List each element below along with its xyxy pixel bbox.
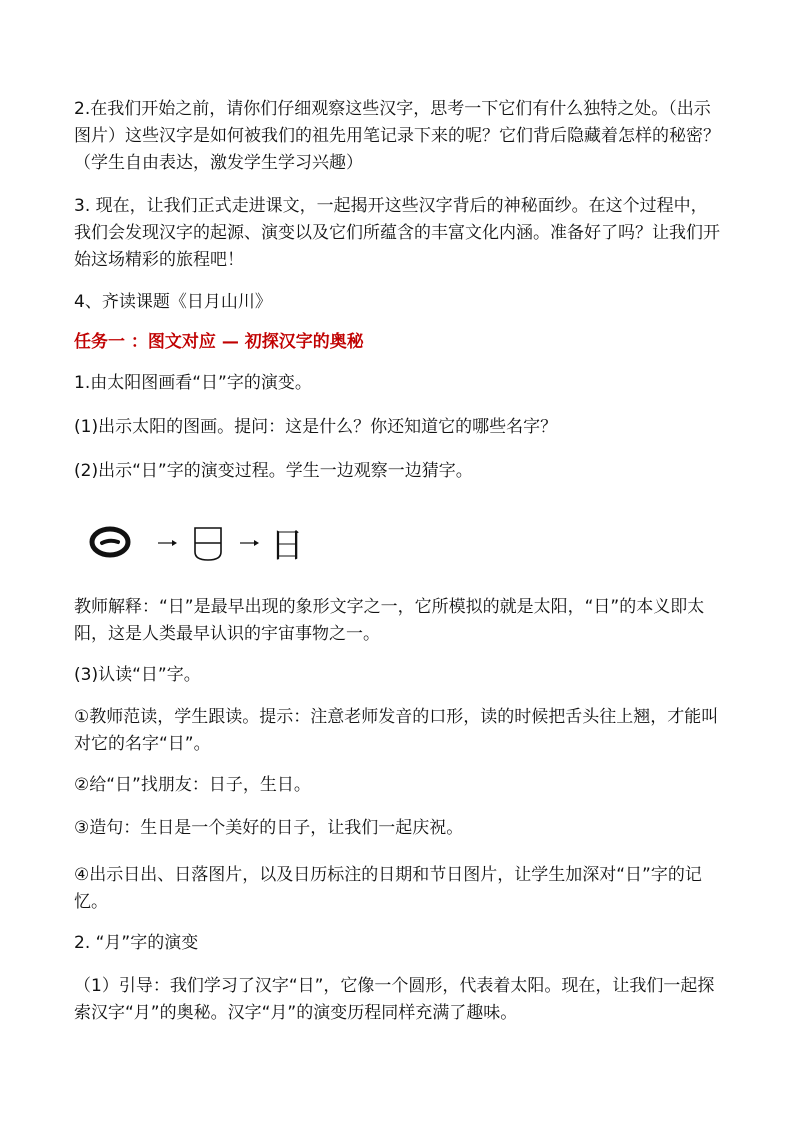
ri-final-glyph: 日 — [270, 526, 304, 566]
paragraph-read-ri: (3)认读“日”字。 — [74, 665, 201, 685]
paragraph-show-sun: (1)出示太阳的图画。提问：这是什么？你还知道它的哪些名字？ — [74, 417, 558, 437]
ri-evolution-figure — [88, 514, 318, 570]
arrow-one-head — [172, 540, 177, 546]
paragraph-step-four: ④出示日出、日落图片，以及日历标注的日期和节日图片，让学生加深对“日”字的记忆。 — [74, 865, 702, 912]
paragraph-yue-intro: （1）引导：我们学习了汉字“日”，它像一个圆形，代表着太阳。现在，让我们一起探索汉字“月”的奥秘。汉字“月”的演变历程同样充满了趣味。 — [74, 976, 715, 1023]
paragraph-yue-heading: 2. “月”字的演变 — [74, 933, 199, 953]
paragraph-sun-evolution: 1.由太阳图画看“日”字的演变。 — [74, 373, 312, 393]
arrow-two-head — [254, 540, 259, 546]
paragraph-read-title: 4、齐读课题《日月山川》 — [74, 292, 272, 312]
ri-evolution-svg — [88, 514, 318, 570]
paragraph-show-evolution: (2)出示“日”字的演变过程。学生一边观察一边猜字。 — [74, 461, 473, 481]
sun-pictograph-dash — [102, 541, 118, 543]
task-one-heading: 任务一 ：图文对应 — 初探汉字的奥秘 — [74, 332, 364, 352]
ri-intermediate-glyph — [195, 528, 221, 560]
paragraph-step-two: ②给“日”找朋友：日子，生日。 — [74, 775, 311, 795]
paragraph-enter-lesson: 3. 现在，让我们正式走进课文，一起揭开这些汉字背后的神秘面纱。在这个过程中，我们会发现汉字的起源、演变以及它们所蕴含的丰富文化内涵。准备好了吗？让我们开始这场精彩的旅程吧！ — [74, 196, 720, 270]
paragraph-observe: 2.在我们开始之前，请你们仔细观察这些汉字，思考一下它们有什么独特之处。（出示图片）这些汉字是如何被我们的祖先用笔记录下来的呢？它们背后隐藏着怎样的秘密？（学生自由表达，激发学生学习兴趣） — [74, 99, 720, 173]
paragraph-teacher-explain: 教师解释：“日”是最早出现的象形文字之一，它所模拟的就是太阳，“日”的本义即太阳，这是人类最早认识的宇宙事物之一。 — [74, 597, 705, 644]
paragraph-step-three: ③造句：生日是一个美好的日子，让我们一起庆祝。 — [74, 818, 464, 838]
paragraph-step-one: ①教师范读，学生跟读。提示：注意老师发音的口形，读的时候把舌头往上翘，才能叫对它的名字“日”。 — [74, 707, 719, 754]
